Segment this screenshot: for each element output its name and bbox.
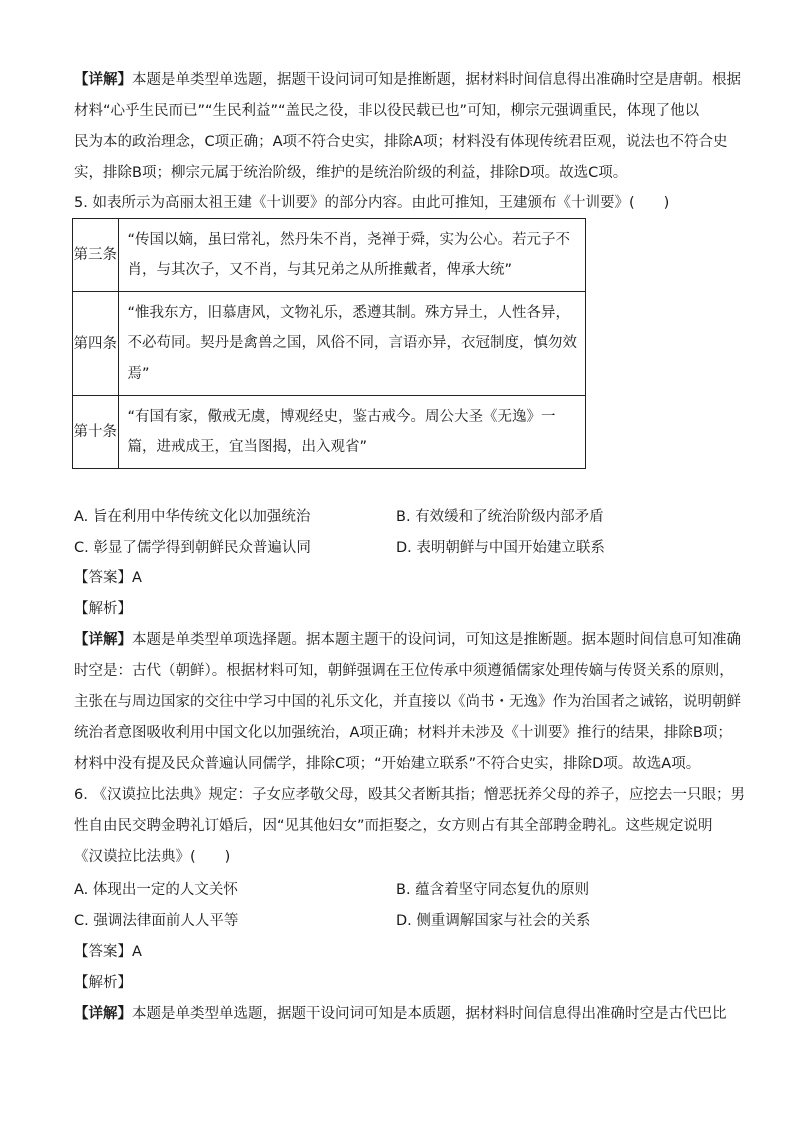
- table-row-text: “传国以嫡，虽曰常礼，然丹朱不肖，尧禅于舜，实为公心。若元子不 肖，与其次子，又不肖，与其兄弟之从所推戴者，俾承大统”: [118, 219, 586, 292]
- table-row-label: 第三条: [73, 219, 119, 292]
- q5-option-d[interactable]: D. 表明朝鲜与中国开始建立联系: [396, 540, 605, 556]
- table-row: [73, 292, 586, 396]
- table-row: [73, 219, 586, 292]
- q5-option-a[interactable]: A. 旨在利用中华传统文化以加强统治: [74, 509, 311, 525]
- table-row: [73, 396, 586, 469]
- detail-tag: 【详解】: [74, 632, 132, 648]
- table-row-label: 第十条: [73, 396, 119, 469]
- table-row-text: “惟我东方，旧慕唐风，文物礼乐，悉遵其制。殊方异土，人性各异， 不必苟同。契丹是禽兽之国，风俗不同，言语亦异，衣冠制度，慎勿效 焉”: [118, 292, 586, 396]
- table-row-label: 第四条: [73, 292, 119, 396]
- q5-explain-line-4: 统治者意图吸收利用中国文化以加强统治，A项正确；材料并未涉及《十训要》推行的结果，排除B项；: [74, 725, 732, 741]
- q6-option-d[interactable]: D. 侧重调解国家与社会的关系: [396, 913, 591, 929]
- q4-explain-line-4: 实，排除B项；柳宗元属于统治阶级，维护的是统治阶级的利益，排除D项。故选C项。: [74, 165, 628, 181]
- q6-stem-line-3: 《汉谟拉比法典》( ): [74, 849, 231, 865]
- q4-explain-line-1: 【详解】本题是单类型单选题，据题干设问词可知是推断题，据材料时间信息得出准确时空是唐朝。根据: [74, 72, 741, 88]
- q6-stem-line-1: 6. 《汉谟拉比法典》规定：子女应孝敬父母，殴其父者断其指；憎恶抚养父母的养子，应挖去一只眼；男: [74, 787, 745, 803]
- q4-explain-line-3: 民为本的政治理念，C项正确；A项不符合史实，排除A项；材料没有体现传统君臣观，说法也不符合史: [74, 134, 728, 150]
- q6-option-a[interactable]: A. 体现出一定的人文关怀: [74, 882, 238, 898]
- q6-option-c[interactable]: C. 强调法律面前人人平等: [74, 913, 239, 929]
- q6-stem-line-2: 性自由民交聘金聘礼订婚后，因“见其他妇女”而拒娶之，女方则占有其全部聘金聘礼。这些规定说明: [74, 818, 713, 834]
- q5-analysis-label: 【解析】: [74, 601, 132, 617]
- q5-option-c[interactable]: C. 彰显了儒学得到朝鲜民众普遍认同: [74, 540, 311, 556]
- detail-tag: 【详解】: [74, 72, 132, 88]
- q5-explain-line-3: 主张在与周边国家的交往中学习中国的礼乐文化，并直接以《尚书・无逸》作为治国者之诫铭，说明朝鲜: [74, 694, 741, 710]
- q4-explain-line-2: 材料“心乎生民而已”“生民利益”“盖民之役，非以役民载已也”可知，柳宗元强调重民，体现了他以: [74, 103, 700, 119]
- q6-explain-line-1: 【详解】本题是单类型单选题，据题干设问词可知是本质题，据材料时间信息得出准确时空是古代巴比: [74, 1006, 727, 1022]
- q5-option-b[interactable]: B. 有效缓和了统治阶级内部矛盾: [396, 509, 604, 525]
- detail-tag: 【详解】: [74, 1006, 132, 1022]
- q5-explain-line-2: 时空是：古代（朝鲜）。根据材料可知，朝鲜强调在王位传承中须遵循儒家处理传嫡与传贤关系的原则，: [74, 663, 734, 679]
- q6-option-b[interactable]: B. 蕴含着坚守同态复仇的原则: [396, 882, 590, 898]
- q5-answer: 【答案】A: [74, 570, 142, 586]
- q5-material-table: [72, 218, 586, 469]
- q5-explain-line-1: 【详解】本题是单类型单项选择题。据本题主题干的设问词，可知这是推断题。据本题时间信息可知准确: [74, 632, 741, 648]
- q5-explain-line-5: 材料中没有提及民众普遍认同儒学，排除C项；“开始建立联系”不符合史实，排除D项。故选A项。: [74, 756, 701, 772]
- q6-analysis-label: 【解析】: [74, 975, 132, 991]
- table-row-text: “有国有家，儆戒无虞，博观经史，鉴古戒今。周公大圣《无逸》一 篇，进戒成王，宜当图揭，出入观省”: [118, 396, 586, 469]
- q6-answer: 【答案】A: [74, 944, 142, 960]
- q5-stem: 5. 如表所示为高丽太祖王建《十训要》的部分内容。由此可推知，王建颁布《十训要》( ): [74, 195, 670, 211]
